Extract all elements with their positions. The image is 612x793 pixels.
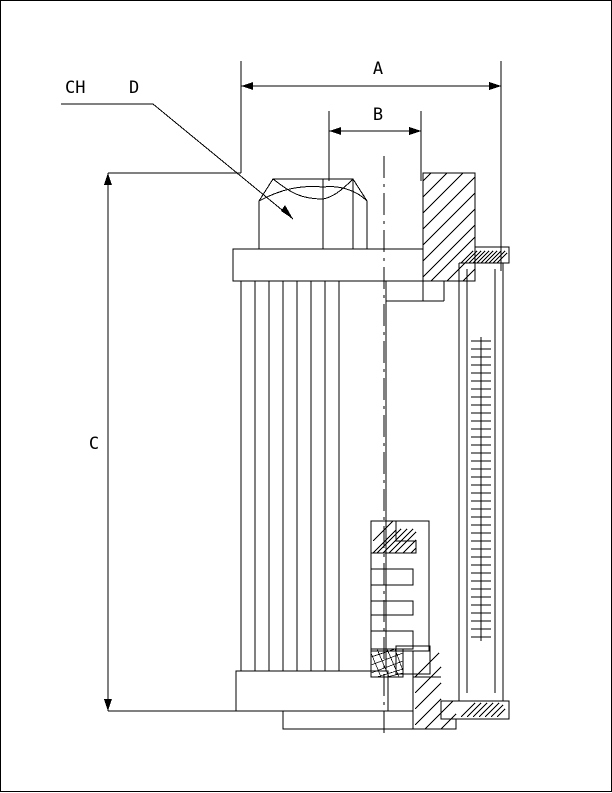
dimension-label-b: B [372, 105, 384, 125]
dimension-label-d: D [129, 78, 140, 98]
hatch-shell-top-band [461, 251, 507, 263]
hatch-bottom-block [415, 653, 456, 729]
cage-ribs [255, 281, 339, 671]
filter-body-outline [233, 249, 423, 729]
hatch-port-block [423, 173, 475, 281]
bottom-connection-block [413, 651, 459, 729]
gasket-crosshatch [371, 649, 403, 677]
hex-head [233, 179, 423, 281]
hatch-lower-seal [373, 521, 416, 553]
leader-line-ch-d [61, 104, 293, 219]
hatch-shell-bottom-band [461, 703, 505, 717]
head-port-connection [386, 281, 444, 301]
dimension-a [241, 61, 501, 271]
mesh-screen-column [471, 337, 491, 641]
lower-seal-assembly [371, 521, 430, 674]
technical-drawing-canvas [1, 1, 612, 793]
dimension-label-c: C [88, 434, 100, 454]
dimension-c [104, 173, 241, 711]
dimension-label-a: A [372, 59, 384, 79]
outer-bowl-shell [456, 247, 509, 719]
dimension-label-ch: CH [65, 78, 86, 98]
